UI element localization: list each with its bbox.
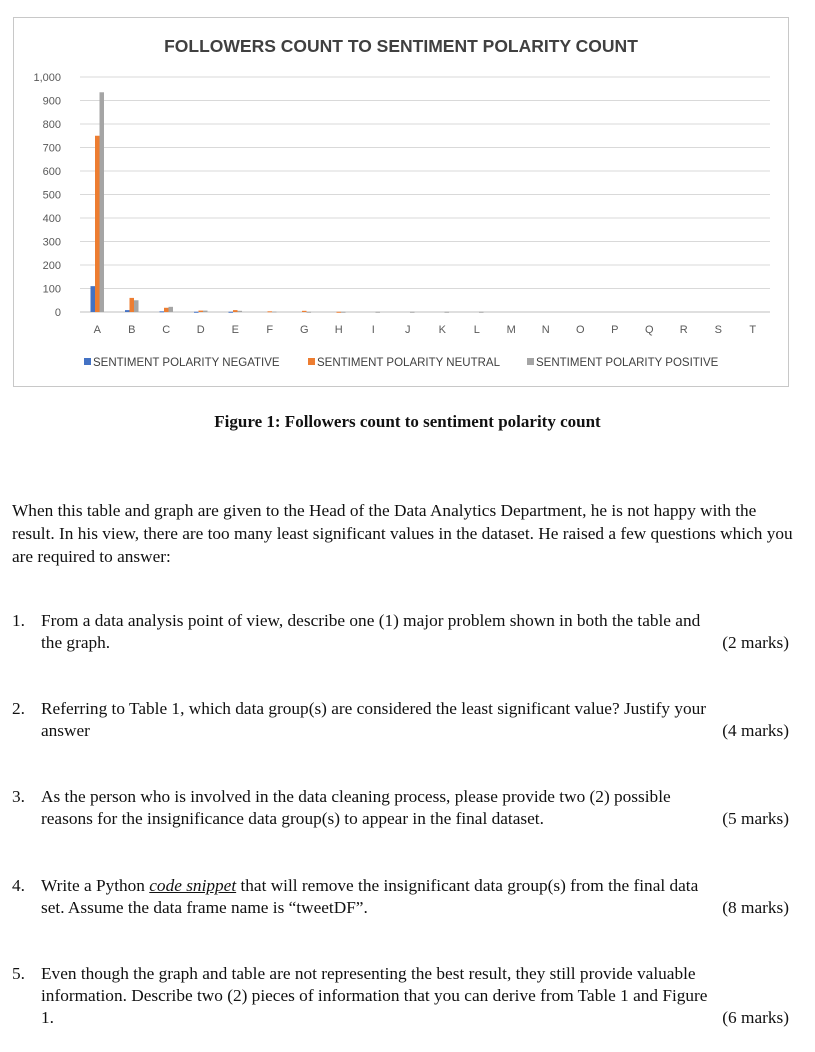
question-text: From a data analysis point of view, describe one (1) major problem shown in both the table and the graph. — [41, 611, 701, 652]
x-tick-label: P — [611, 324, 619, 336]
x-tick-label: T — [749, 324, 757, 336]
bar-chart — [14, 18, 788, 386]
bar-a-s2 — [95, 136, 100, 312]
bar-e-s3 — [238, 311, 243, 312]
figure-caption: Figure 1: Followers count to sentiment polarity count — [214, 412, 601, 431]
legend-swatch — [84, 358, 91, 365]
x-tick-label: Q — [644, 324, 654, 336]
bar-c-s2 — [164, 308, 169, 312]
question-text-part: that will remove the insignificant data group(s) from the final data set. Assume the data frame name is “tweetDF”. — [41, 876, 699, 917]
question-marks: (5 marks) — [722, 809, 789, 828]
y-tick-label: 0 — [54, 307, 61, 319]
x-tick-label: H — [334, 324, 343, 336]
legend-label: SENTIMENT POLARITY NEGATIVE — [93, 357, 280, 369]
bar-i-s3 — [376, 312, 381, 313]
bar-h-s2 — [337, 312, 342, 313]
bar-k-s3 — [445, 312, 450, 313]
question-number: 5. — [12, 964, 25, 983]
bar-l-s3 — [479, 312, 484, 313]
legend-swatch — [308, 358, 315, 365]
question-number: 3. — [12, 787, 25, 806]
y-tick-label: 800 — [42, 119, 61, 131]
x-tick-label: O — [575, 324, 585, 336]
question-text: Referring to Table 1, which data group(s) are considered the least significant value? Justify your answer — [41, 699, 707, 740]
bar-j-s3 — [410, 312, 415, 313]
x-tick-label: G — [299, 324, 309, 336]
legend-swatch — [527, 358, 534, 365]
code-snippet-term: code snippet — [149, 876, 237, 895]
x-tick-label: C — [162, 324, 171, 336]
legend-label: SENTIMENT POLARITY POSITIVE — [536, 357, 719, 369]
question-number: 2. — [12, 699, 25, 718]
y-tick-label: 100 — [42, 283, 61, 296]
chart-container — [13, 17, 789, 387]
bar-c-s1 — [160, 311, 165, 312]
x-tick-label: A — [93, 324, 101, 336]
bar-a-s3 — [100, 92, 105, 312]
x-tick-label: I — [371, 324, 375, 336]
x-tick-label: S — [714, 324, 722, 336]
y-tick-label: 600 — [42, 166, 61, 178]
question-number: 1. — [12, 611, 25, 630]
y-tick-label: 400 — [42, 213, 61, 225]
y-tick-label: 700 — [42, 142, 61, 155]
bar-e-s1 — [229, 312, 234, 313]
bar-d-s3 — [203, 311, 208, 312]
question-text: Even though the graph and table are not representing the best result, they still provide valuable information. Describe two (2) pieces of information that you can derive from Table 1 and Figure 1. — [41, 964, 708, 1027]
bar-g-s2 — [302, 311, 307, 312]
bar-d-s2 — [199, 311, 204, 312]
y-tick-label: 500 — [42, 189, 61, 202]
bar-a-s1 — [91, 286, 96, 312]
bar-g-s3 — [307, 312, 312, 313]
x-tick-label: B — [128, 324, 136, 336]
question-text-part: Write a Python — [41, 876, 150, 895]
bar-b-s2 — [130, 298, 135, 312]
y-tick-label: 900 — [42, 95, 61, 108]
x-tick-label: D — [196, 324, 205, 336]
x-tick-label: K — [438, 324, 446, 336]
bar-f-s3 — [272, 312, 277, 313]
bar-e-s2 — [233, 310, 238, 312]
x-tick-label: E — [231, 324, 239, 336]
y-tick-label: 300 — [42, 236, 61, 249]
x-tick-label: R — [679, 324, 688, 336]
question-marks: (8 marks) — [722, 898, 789, 917]
bar-c-s3 — [169, 307, 174, 312]
y-tick-label: 1,000 — [33, 72, 61, 84]
question-text: As the person who is involved in the data cleaning process, please provide two (2) possible reasons for the insignificance data group(s) to appear in the final dataset. — [41, 787, 671, 828]
x-tick-label: M — [506, 324, 516, 336]
question-marks: (4 marks) — [722, 721, 789, 740]
intro-paragraph: When this table and graph are given to the Head of the Data Analytics Department, he is not happy with the result. In his view, there are too many least significant values in the dataset. He raised a few questions which you are required to answer: — [12, 501, 793, 566]
y-tick-label: 200 — [42, 260, 61, 272]
bar-b-s3 — [134, 300, 139, 312]
bar-f-s2 — [268, 311, 273, 312]
question-number: 4. — [12, 876, 25, 895]
question-marks: (6 marks) — [722, 1008, 789, 1027]
legend-label: SENTIMENT POLARITY NEUTRAL — [317, 357, 500, 369]
bar-b-s1 — [125, 310, 130, 312]
bar-h-s3 — [341, 312, 346, 313]
question-text — [41, 875, 711, 919]
chart-title: FOLLOWERS COUNT TO SENTIMENT POLARITY COUNT — [164, 36, 638, 56]
x-tick-label: N — [541, 324, 550, 336]
x-tick-label: L — [473, 324, 480, 336]
x-tick-label: F — [266, 324, 274, 336]
bar-d-s1 — [194, 312, 199, 313]
question-marks: (2 marks) — [722, 633, 789, 652]
x-tick-label: J — [405, 324, 411, 336]
